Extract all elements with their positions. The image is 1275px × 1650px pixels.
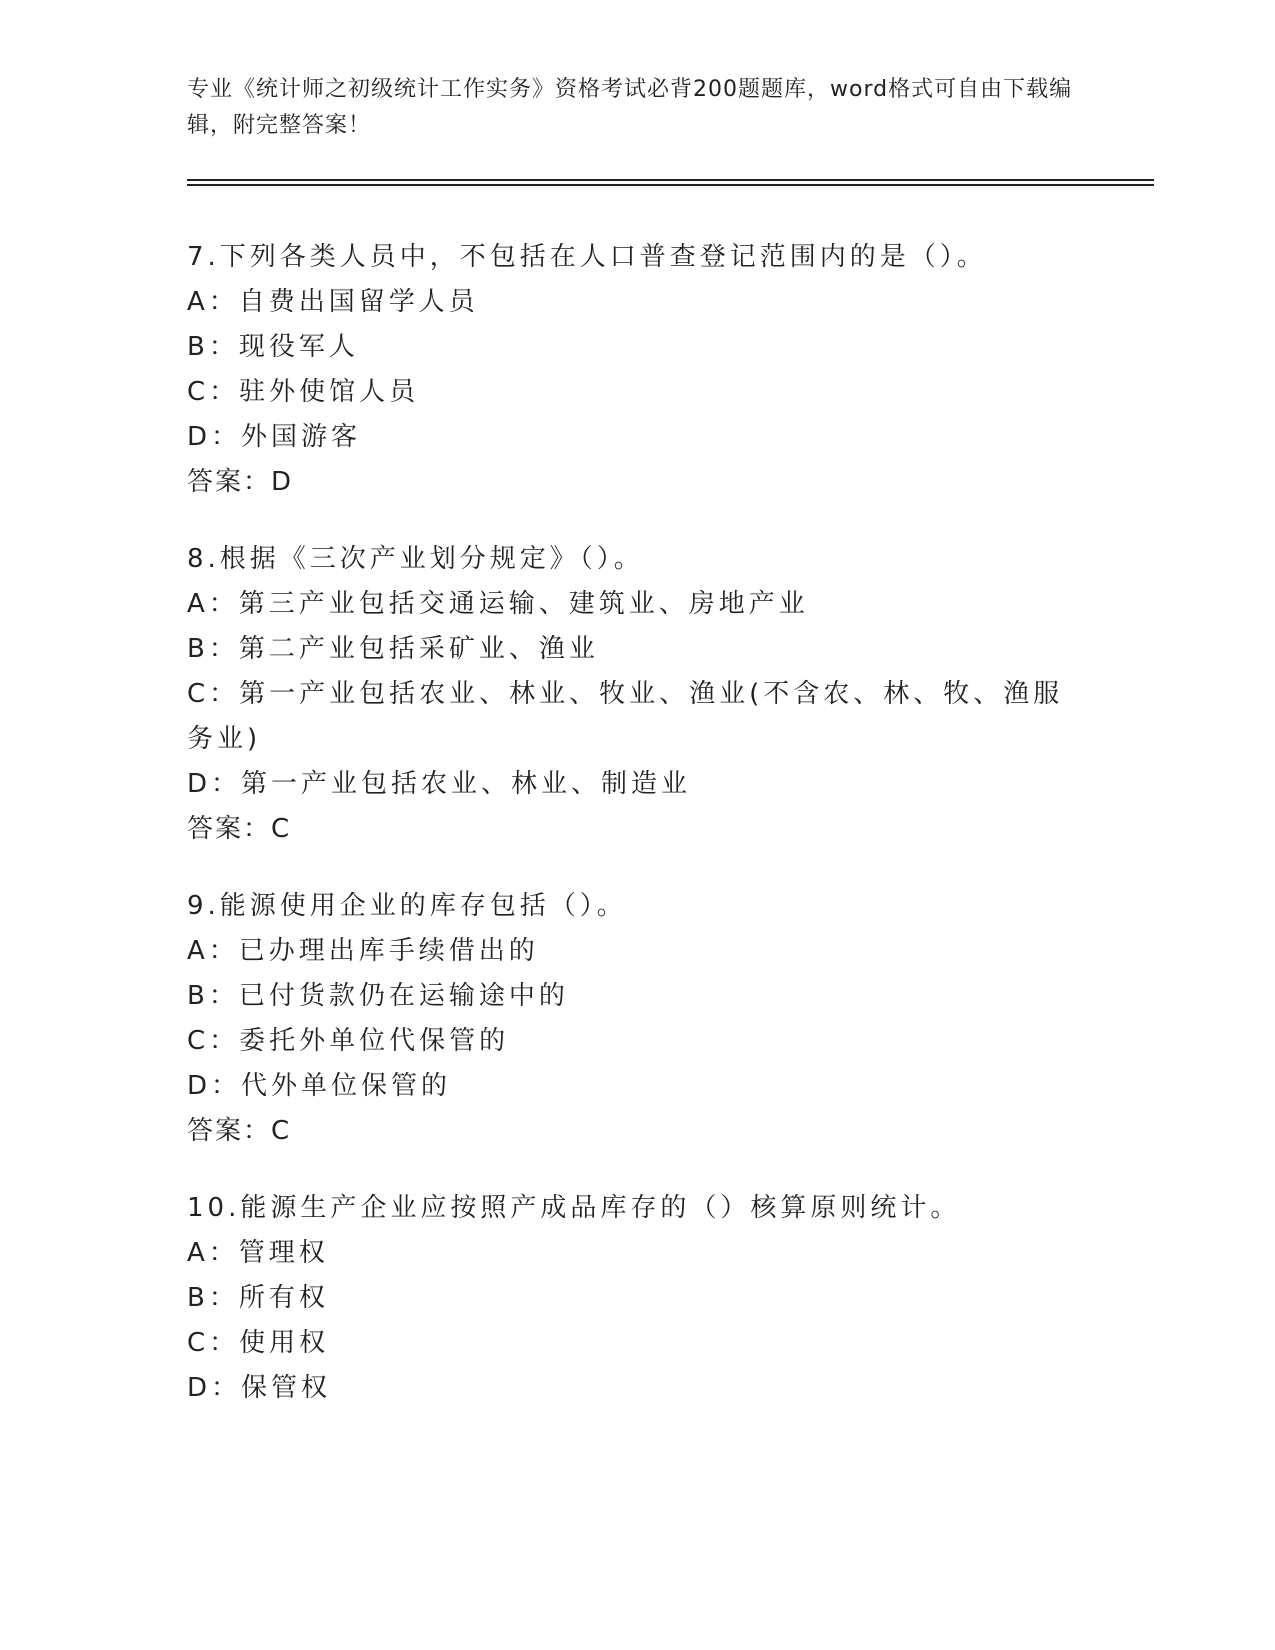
option-a: A：自费出国留学人员 [187, 287, 479, 317]
option-a: A：管理权 [187, 1238, 329, 1268]
option-b: B：所有权 [187, 1283, 329, 1313]
answer-line: 答案：C [187, 814, 292, 844]
answer-line: 答案：C [187, 1116, 292, 1146]
header-divider-bottom [187, 184, 1154, 186]
option-c: C：委托外单位代保管的 [187, 1026, 510, 1056]
question-item [187, 1186, 1087, 1411]
question-item [187, 235, 1087, 505]
header-divider-top [187, 179, 1154, 181]
question-stem: 8.根据《三次产业划分规定》（）。 [187, 544, 644, 574]
question-list [187, 235, 1087, 1443]
question-item [187, 884, 1087, 1154]
option-c: C：使用权 [187, 1328, 330, 1358]
question-stem: 9.能源使用企业的库存包括（）。 [187, 891, 627, 921]
option-d: D：保管权 [187, 1373, 332, 1403]
question-item [187, 537, 1087, 852]
document-header: 专业《统计师之初级统计工作实务》资格考试必背200题题库，word格式可自由下载编辑，附完整答案！ [187, 77, 1073, 138]
option-a: A：第三产业包括交通运输、建筑业、房地产业 [187, 589, 809, 619]
question-stem: 10.能源生产企业应按照产成品库存的（）核算原则统计。 [187, 1193, 961, 1223]
question-stem: 7.下列各类人员中，不包括在人口普查登记范围内的是（）。 [187, 242, 987, 272]
option-a: A：已办理出库手续借出的 [187, 936, 539, 966]
option-b: B：第二产业包括采矿业、渔业 [187, 634, 599, 664]
option-d: D：外国游客 [187, 422, 362, 452]
option-d: D：代外单位保管的 [187, 1071, 452, 1101]
option-b: B：现役军人 [187, 332, 359, 362]
answer-line: 答案：D [187, 467, 294, 497]
option-b: B：已付货款仍在运输途中的 [187, 981, 569, 1011]
option-d: D：第一产业包括农业、林业、制造业 [187, 769, 692, 799]
option-c: C：第一产业包括农业、林业、牧业、渔业(不含农、林、牧、渔服务业) [187, 679, 1064, 754]
option-c: C：驻外使馆人员 [187, 377, 420, 407]
